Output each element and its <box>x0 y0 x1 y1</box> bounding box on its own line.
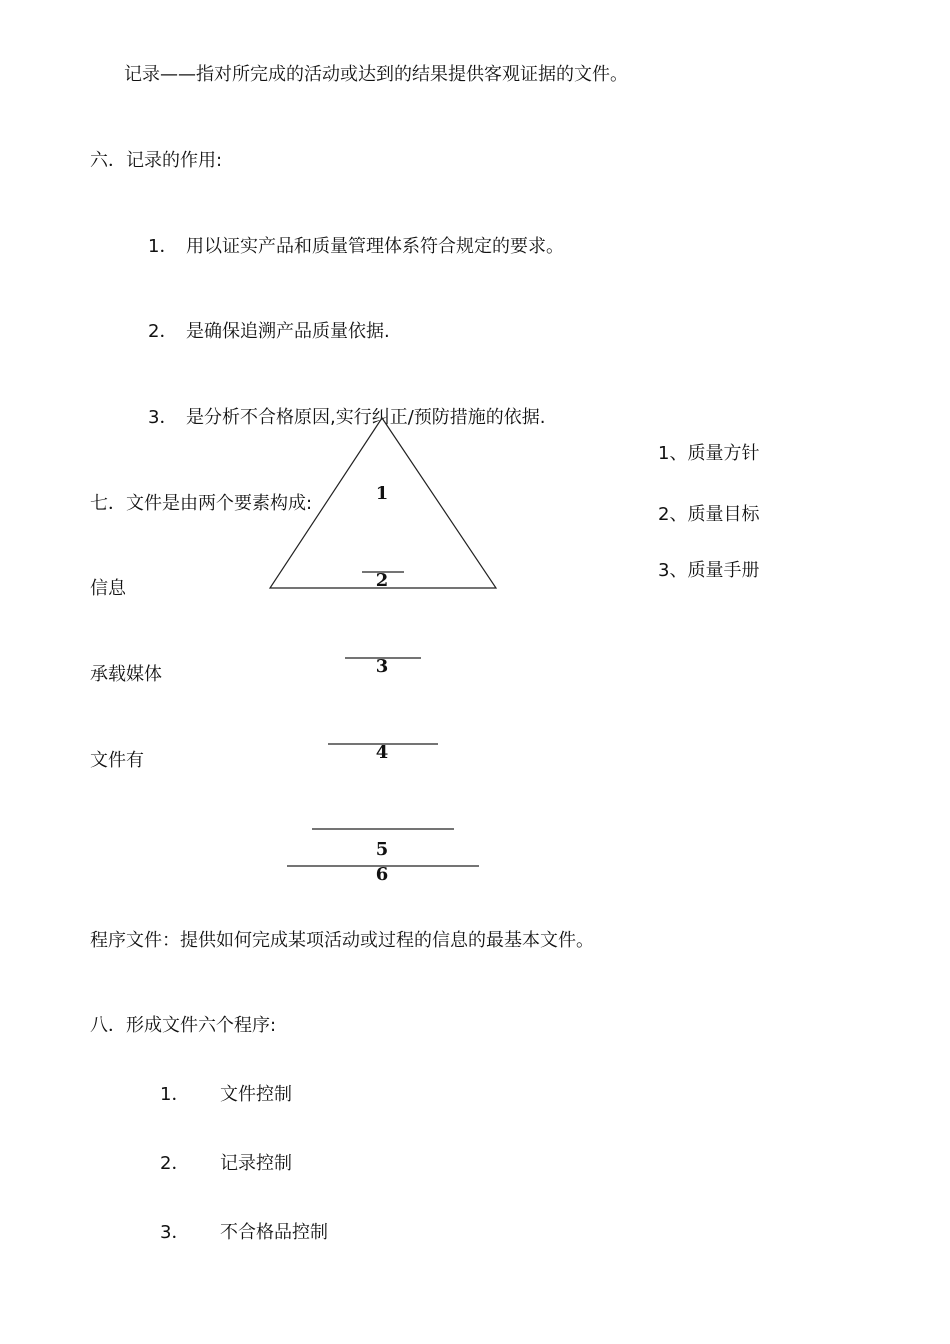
item-number: 3． <box>148 407 178 428</box>
side-list-item-1: 1、质量方针 <box>658 443 760 464</box>
item-text: 记录控制 <box>220 1153 292 1174</box>
item-number: 2． <box>148 321 178 342</box>
element-information: 信息 <box>90 578 126 599</box>
pyramid-level-1: 1 <box>375 483 389 504</box>
section-8-item-1 <box>160 1084 292 1106</box>
item-text: 用以证实产品和质量管理体系符合规定的要求。 <box>186 236 564 257</box>
record-definition: 记录——指对所完成的活动或达到的结果提供客观证据的文件。 <box>124 64 628 85</box>
item-number: 2． <box>160 1153 190 1174</box>
item-number: 3． <box>160 1222 190 1243</box>
pyramid-level-4: 4 <box>375 742 389 763</box>
section-6-heading: 六．记录的作用: <box>90 150 223 171</box>
pyramid-level-6: 6 <box>375 864 389 885</box>
section-8-heading: 八．形成文件六个程序: <box>90 1015 277 1036</box>
document-hierarchy-list <box>658 440 798 581</box>
side-list-item-3: 3、质量手册 <box>658 560 760 581</box>
documents-label: 文件有 <box>90 750 144 771</box>
section-8-item-3 <box>160 1222 328 1244</box>
procedure-document-definition: 程序文件：提供如何完成某项活动或过程的信息的最基本文件。 <box>90 930 594 951</box>
item-number: 1． <box>148 236 178 257</box>
item-text: 是分析不合格原因,实行纠正/预防措施的依据. <box>186 407 546 428</box>
section-8-item-2 <box>160 1153 292 1175</box>
pyramid-level-3: 3 <box>375 656 389 677</box>
pyramid-level-5: 5 <box>375 839 389 860</box>
item-number: 1． <box>160 1084 190 1105</box>
item-text: 文件控制 <box>220 1084 292 1105</box>
item-text: 不合格品控制 <box>220 1222 328 1243</box>
item-text: 是确保追溯产品质量依据. <box>186 321 390 342</box>
section-7-heading: 七．文件是由两个要素构成: <box>90 493 313 514</box>
pyramid-level-2: 2 <box>375 570 389 591</box>
side-list-item-2: 2、质量目标 <box>658 504 760 525</box>
element-media: 承载媒体 <box>90 664 162 685</box>
